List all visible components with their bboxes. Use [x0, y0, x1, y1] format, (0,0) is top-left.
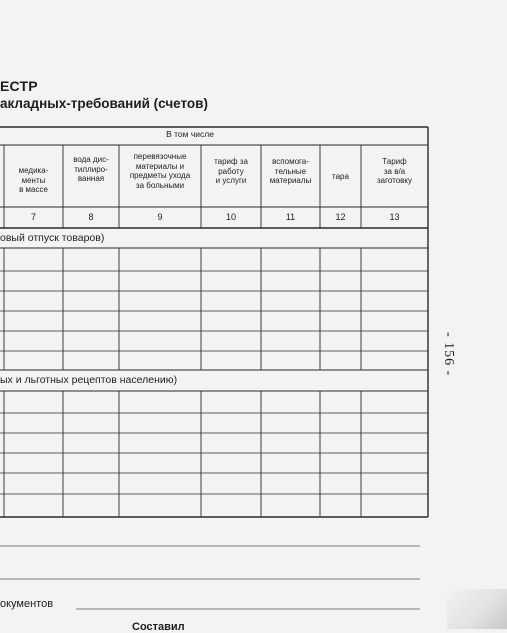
title-line-2: акладных-требований (счетов) [0, 96, 208, 111]
scan-shadow [447, 589, 507, 629]
col-header-11: вспомога- тельные материалы [269, 157, 312, 185]
col-number-9: 9 [157, 212, 163, 222]
col-number-13: 13 [389, 212, 400, 222]
title-line-1: ЕСТР [0, 78, 38, 94]
col-number-10: 10 [225, 212, 236, 222]
col-number-12: 12 [335, 212, 346, 222]
page-number: - 156 - [441, 332, 456, 377]
group-header-in-total: В том числе [166, 129, 214, 139]
col-header-7: медика- менты в массе [18, 166, 49, 194]
col-number-11: 11 [285, 212, 296, 222]
section-title-2: ых и льготных рецептов населению) [0, 374, 178, 386]
col-header-12: тара [332, 172, 349, 181]
col-header-10: тариф за работу и услуги [214, 157, 248, 185]
section-title-1: овый отпуск товаров) [0, 232, 105, 244]
documents-label: окументов [0, 598, 54, 610]
col-number-8: 8 [88, 212, 94, 222]
col-header-9: перевязочные материалы и предметы ухода за больными [129, 152, 191, 190]
col-header-8: вода дис- тиллиро- ванная [73, 155, 109, 183]
col-header-13: Тариф за в/а заготовку [377, 157, 412, 185]
col-number-7: 7 [30, 212, 36, 222]
compiled-by-label: Составил [132, 621, 185, 633]
